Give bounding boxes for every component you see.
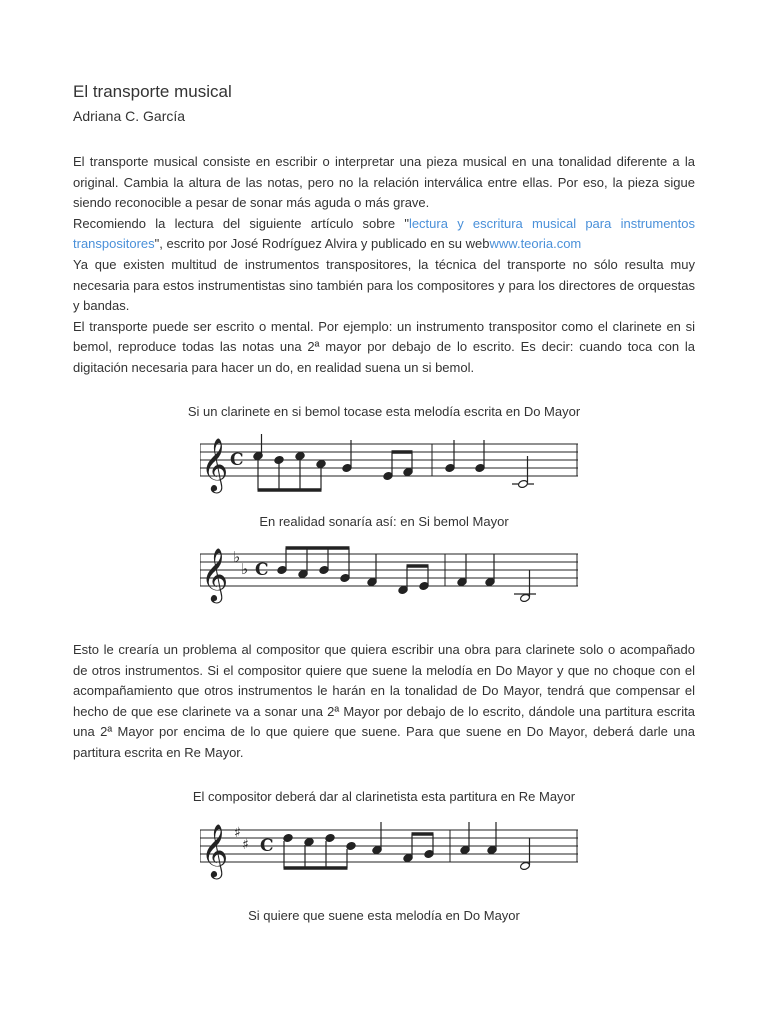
caption-4: Si quiere que suene esta melodía en Do Mayor (248, 908, 520, 923)
page-title: El transporte musical (73, 82, 232, 101)
caption-3: El compositor deberá dar al clarinetista esta partitura en Re Mayor (192, 789, 576, 804)
music-staff-d-major (200, 820, 585, 882)
paragraph-1: El transporte musical consiste en escribir o interpretar una pieza musical en una tonalidad diferente a la original. Cambia la altura de las notas, pero no la relación interválica entre ellas. Por eso, la pieza sigue siendo reconocible a pesar de sonar más aguda o más grave. (73, 154, 695, 211)
treble-clef-icon: 𝄞 (201, 823, 229, 877)
teoria-link[interactable]: www.teoria.com (489, 236, 582, 252)
intro-text (73, 152, 695, 379)
article-link[interactable]: lectura y escritura musical para instrumentos transpositores (73, 215, 695, 252)
music-staff-c-major (200, 434, 585, 496)
flat-icon: ♭ (233, 548, 241, 566)
caption-2: En realidad sonaría así: en Si bemol Mayor (259, 514, 509, 529)
para2-mid: ", escrito por José Rodríguez Alvira y publicado en su web (154, 236, 490, 252)
explanation-text (73, 640, 695, 764)
flat-icon: ♭ (241, 560, 249, 578)
author-name: Adriana C. García (73, 108, 186, 124)
music-staff-b-flat-major (200, 544, 585, 606)
common-time-icon: C (230, 450, 244, 470)
sharp-icon: ♯ (242, 837, 249, 853)
sharp-icon: ♯ (234, 825, 241, 841)
paragraph-4: El transporte puede ser escrito o mental. Por ejemplo: un instrumento transpositor como el clarinete en si bemol, reproduce todas las notas una 2ª mayor por debajo de lo escrito. Es decir: cuando toca con la digitación necesaria para hacer un do, en realidad suena un si bemol. (73, 318, 695, 375)
paragraph-2 (73, 214, 695, 255)
treble-clef-icon: 𝄞 (201, 547, 229, 601)
common-time-icon: C (255, 560, 269, 580)
paragraph-3: Ya que existen multitud de instrumentos transpositores, la técnica del transporte no sólo resulta muy necesaria para estos instrumentistas sino también para los compositores y para los directores de orquestas y bandas. (73, 256, 695, 314)
treble-clef-icon: 𝄞 (201, 437, 229, 491)
para2-pre: Recomiendo la lectura del siguiente artículo sobre " (73, 215, 409, 231)
common-time-icon: C (260, 836, 274, 856)
paragraph-5: Esto le crearía un problema al compositor que quiera escribir una obra para clarinete solo o acompañado de otros instrumentos. Si el compositor quiere que suene la melodía en Do Mayor y que no choque con el acompañamiento que otros instrumentos le harán en la tonalidad de Do Mayor, tendrá que compensar el hecho de que ese clarinete va a sonar una 2ª Mayor por debajo de lo escrito, dándole una partitura escrita una 2ª Mayor por encima de lo que quiere que suene. Para que suene en Do Mayor, deberá darle una partitura escrita en Re Mayor. (73, 642, 695, 760)
caption-1: Si un clarinete en si bemol tocase esta melodía escrita en Do Mayor (187, 404, 581, 419)
